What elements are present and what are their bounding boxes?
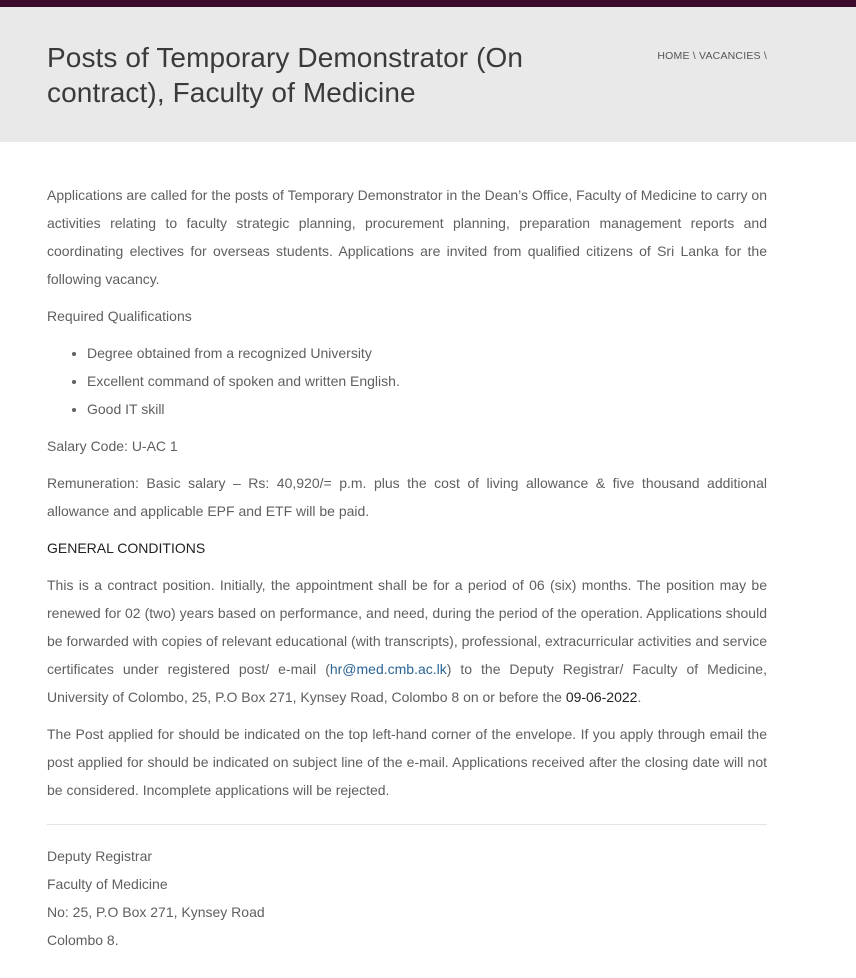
conditions-paragraph <box>47 571 767 711</box>
page-header <box>0 7 856 142</box>
top-accent-bar <box>0 0 856 7</box>
address-line: Deputy Registrar <box>47 848 153 864</box>
breadcrumb-separator: \ <box>763 50 767 62</box>
general-conditions-heading: GENERAL CONDITIONS <box>47 540 206 556</box>
conditions-text: This is a contract position. Initially, the appointment shall be for a period of 06 (six) months. The position may be renewed for 02 (two) years based on performance, and need, during the period of the operation. Applications should be forwarded with copies of relevant educational (with transcripts), professional, extracurricular activities and service certificates under registered post/ e-mail ( <box>47 577 767 677</box>
qualifications-list <box>87 339 767 423</box>
contact-address <box>47 842 767 954</box>
address-line: No: 25, P.O Box 271, Kynsey Road <box>47 904 265 920</box>
email-link[interactable]: hr@med.cmb.ac.lk <box>329 661 447 677</box>
remuneration-paragraph: Remuneration: Basic salary – Rs: 40,920/= p.m. plus the cost of living allowance & five thousand additional allowance and applicable EPF and ETF will be paid. <box>47 475 767 519</box>
qualifications-heading: Required Qualifications <box>47 308 192 324</box>
intro-paragraph: Applications are called for the posts of Temporary Demonstrator in the Dean’s Office, Faculty of Medicine to carry on activities relating to faculty strategic planning, procurement planning, preparation management reports and coordinating electives for overseas students. Applications are invited from qualified citizens of Sri Lanka for the following vacancy. <box>47 187 767 287</box>
conditions-text: ) to the Deputy Registrar/ Faculty of Medicine, University of Colombo, 25, P.O Box 271, Kynsey Road, Colombo 8 on or before the <box>47 661 767 705</box>
address-line: Faculty of Medicine <box>47 876 168 892</box>
post-indication-paragraph: The Post applied for should be indicated on the top left-hand corner of the envelope. If you apply through email the post applied for should be indicated on subject line of the e-mail. Applications received after the closing date will not be considered. Incomplete applications will be rejected. <box>47 726 767 798</box>
conditions-text: . <box>637 689 642 705</box>
list-item: • Degree obtained from a recognized University <box>87 339 767 367</box>
list-item: • Excellent command of spoken and written English. <box>87 367 767 395</box>
breadcrumb <box>657 50 767 62</box>
breadcrumb-separator: \ <box>692 50 696 62</box>
address-line: Colombo 8. <box>47 932 119 948</box>
closing-date: 09-06-2022 <box>565 689 638 705</box>
breadcrumb-home-link[interactable]: HOME <box>657 50 690 62</box>
salary-code: Salary Code: U-AC 1 <box>47 438 178 454</box>
article-content <box>47 181 767 954</box>
list-item: • Good IT skill <box>87 395 767 423</box>
breadcrumb-vacancies-link[interactable]: VACANCIES <box>699 50 761 62</box>
page-title: Posts of Temporary Demonstrator (On contract), Faculty of Medicine <box>47 42 524 108</box>
divider <box>47 824 767 825</box>
